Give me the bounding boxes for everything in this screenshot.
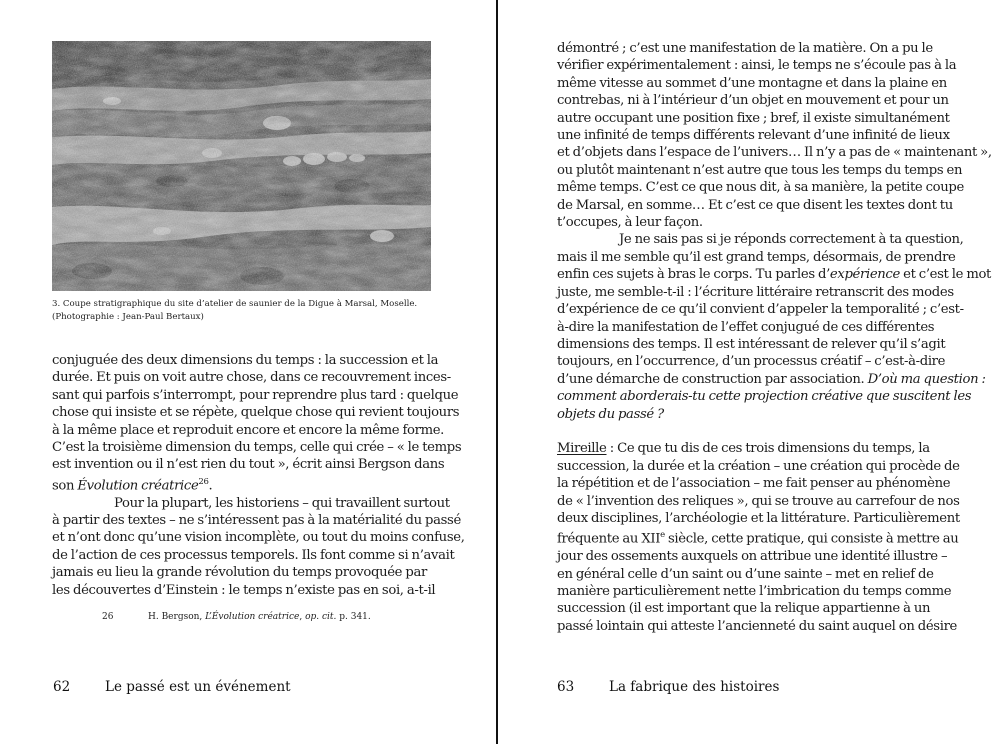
- text-line: t’occupes, à leur façon.: [557, 215, 703, 231]
- page-number: 62: [53, 679, 71, 695]
- footnote-title: L’Évolution créatrice: [205, 612, 300, 622]
- footnote-author: H. Bergson,: [148, 612, 206, 622]
- text-line: une infinité de temps différents relevant d’une infinité de lieux: [557, 128, 950, 144]
- text-line: d’expérience de ce qu’il convient d’appeler la temporalité ; c’est-: [557, 302, 964, 318]
- text-line: jour des ossements auxquels on attribue une identité illustre –: [557, 549, 948, 565]
- ordinal-suffix: e: [660, 530, 665, 541]
- text-line: Je ne sais pas si je réponds correctement à ta question,: [619, 232, 964, 248]
- text-line: durée. Et puis on voit autre chose, dans ce recouvrement inces-: [52, 370, 451, 386]
- speaker-name: Mireille: [557, 441, 607, 457]
- right-body-text: [557, 40, 992, 635]
- text-line: mais il me semble qu’il est grand temps, désormais, de prendre: [557, 249, 956, 265]
- footnote-number: 26: [102, 612, 114, 622]
- text-line: de l’action de ces processus temporels. Ils font comme si n’avait: [52, 547, 455, 563]
- text-fragment: siècle, cette pratique, qui consiste à mettre au: [664, 531, 959, 547]
- right-page: [498, 0, 992, 744]
- photo-caption: [52, 298, 442, 324]
- text-line: et d’objets dans l’espace de l’univers… Il n’y a pas de « maintenant »,: [557, 145, 992, 161]
- text-line: [557, 406, 957, 423]
- footnote-page: p. 341.: [336, 612, 371, 622]
- text-line: la répétition et de l’association – me fait penser au phénomène: [557, 476, 951, 492]
- caption-line-1: 3. Coupe stratigraphique du site d’atelier de saunier de la Digue à Marsal, Moselle.: [52, 299, 418, 309]
- emphasis: expérience: [829, 267, 900, 283]
- text-line: [557, 388, 972, 405]
- text-fragment: enfin ces sujets à bras le corps. Tu parles d’: [557, 267, 830, 283]
- text-line: démontré ; c’est une manifestation de la matière. On a pu le: [557, 41, 933, 56]
- page-number: 63: [557, 679, 575, 695]
- text-line: les découvertes d’Einstein : le temps n’existe pas en soi, a-t-il: [52, 582, 436, 598]
- stratigraphy-photo: [52, 41, 431, 291]
- text-line: même vitesse au sommet d’une montagne et dans la plaine en: [557, 75, 947, 91]
- footnote: [102, 612, 371, 622]
- text-line: de « l’invention des reliques », qui se trouve au carrefour de nos: [557, 493, 960, 509]
- text-line: C’est la troisième dimension du temps, celle qui crée – « le temps: [52, 440, 462, 456]
- running-title: La fabrique des histoires: [609, 679, 780, 695]
- footnote-opcit: op. cit.: [305, 612, 337, 622]
- footnote-sep: ,: [299, 612, 306, 622]
- text-line: à-dire la manifestation de l’effet conjugué de ces différentes: [557, 319, 935, 335]
- book-title: Évolution créatrice: [77, 478, 199, 494]
- text-line: vérifier expérimentalement : ainsi, le temps ne s’écoule pas à la: [557, 58, 957, 74]
- text-fragment: fréquente au XII: [557, 531, 661, 547]
- text-fragment: et c’est le mot: [899, 267, 992, 283]
- text-line: deux disciplines, l’archéologie et la littérature. Particulièrement: [557, 510, 960, 526]
- text-line: chose qui insiste et se répète, quelque chose qui revient toujours: [52, 405, 460, 421]
- text-line: même temps. C’est ce que nous dit, à sa manière, la petite coupe: [557, 180, 964, 196]
- text-line: sant qui parfois s’interrompt, pour reprendre plus tard : quelque: [52, 387, 459, 403]
- text-line: en général celle d’un saint ou d’une sainte – met en relief de: [557, 566, 934, 582]
- left-folio: [53, 679, 291, 695]
- text-line: ou plutôt maintenant n’est autre que tous les temps du temps en: [557, 162, 963, 178]
- text-line: à partir des textes – ne s’intéressent pas à la matérialité du passé: [52, 513, 461, 529]
- text-line: est invention ou il n’est rien du tout », écrit ainsi Bergson dans: [52, 457, 445, 473]
- footnote-ref[interactable]: 26: [198, 476, 209, 487]
- paragraph-spacer: [557, 423, 957, 440]
- text-line: Pour la plupart, les historiens – qui travaillent surtout: [114, 495, 450, 511]
- text-fragment: .: [208, 478, 213, 494]
- text-fragment: : Ce que tu dis de ces trois dimensions du temps, la: [606, 441, 930, 457]
- text-line: [557, 440, 957, 457]
- running-title: Le passé est un événement: [105, 679, 291, 695]
- caption-line-2: (Photographie : Jean-Paul Bertaux): [52, 312, 204, 322]
- right-folio: [557, 679, 779, 695]
- text-line: jamais eu lieu la grande révolution du temps provoquée par: [52, 565, 427, 581]
- text-line: de Marsal, en somme… Et c’est ce que disent les textes dont tu: [557, 197, 953, 213]
- text-line: passé lointain qui atteste l’ancienneté du saint auquel on désire: [557, 618, 957, 634]
- question: D’où ma question :: [867, 371, 986, 387]
- text-line: toujours, en l’occurrence, d’un processus créatif – c’est-à-dire: [557, 354, 946, 370]
- text-line: juste, me semble-t-il : l’écriture littéraire retranscrit des modes: [557, 284, 954, 300]
- left-body-text: [52, 352, 465, 599]
- text-line: [557, 371, 986, 388]
- text-line: succession, la durée et la création – une création qui procède de: [557, 458, 960, 474]
- text-line: manière particulièrement nette l’imbrication du temps comme: [557, 583, 952, 599]
- text-line: autre occupant une position fixe ; bref, il existe simultanément: [557, 110, 950, 126]
- text-line: à la même place et reproduit encore et encore la même forme.: [52, 422, 445, 438]
- text-fragment: d’une démarche de construction par association.: [557, 371, 868, 387]
- text-line: [557, 527, 957, 548]
- text-line: succession (il est important que la relique appartienne à un: [557, 601, 931, 617]
- question: objets du passé ?: [557, 406, 664, 422]
- text-fragment: son: [52, 478, 78, 494]
- text-line: dimensions des temps. Il est intéressant de relever qu’il s’agit: [557, 336, 946, 352]
- question: comment aborderais-tu cette projection créative que suscitent les: [557, 389, 972, 405]
- text-line: conjuguée des deux dimensions du temps : la succession et la: [52, 353, 439, 368]
- text-line: et n’ont donc qu’une vision incomplète, ou tout du moins confuse,: [52, 530, 465, 546]
- text-line: [52, 474, 454, 495]
- text-line: contrebas, ni à l’intérieur d’un objet en mouvement et pour un: [557, 93, 949, 109]
- text-line: [557, 266, 992, 283]
